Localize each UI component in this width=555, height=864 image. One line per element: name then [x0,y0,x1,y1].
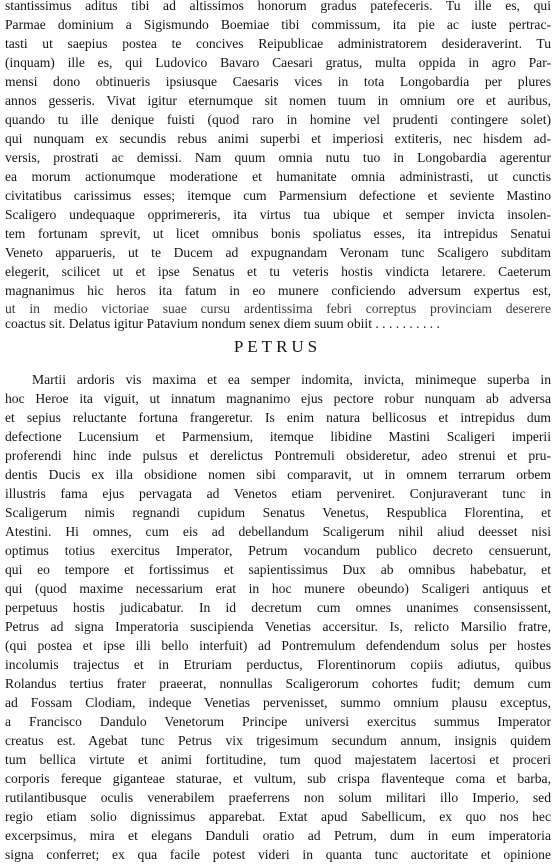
text-line: signa conferret; ex qua facile potest videri in quanta tunc auctoritate et opinione [5,847,551,862]
text-line: Petrus ad signa Imperatoria suscipienda Venetias accersitur. Is, relicto Marsilio fratre, [5,619,551,634]
text-line: tem fortunam sprevit, ut licet omnibus bonis spoliatus esses, ita intrepidus Senatui [5,226,551,241]
text-line: civitatibus carissimus esses; itemque cum Parmensium defectione et seviente Mastino [5,188,551,203]
text-line: versis, prostrati ac demissi. Nam quum omnia nutu tuo in Longobardia agerentur [5,150,551,165]
text-line: coactus sit. Delatus igitur Patavium nondum senex diem suum obiit . . . . . . . . . . [5,316,440,331]
text-line: regio etiam solio dignissimus apparebat. Extat apud Sabellicum, ex quo nos hec [5,809,551,824]
text-line: Parmae dominium a Sigismundo Boemiae tibi commissum, ita pie ac iuste pertrac- [5,17,551,32]
text-line: magnanimus hic heros ita fatum in eo munere conficiendo adversum expertus est, [5,283,551,298]
text-line: ad Fossam Clodiam, indeque Venetias pervenisset, summo omnium plausu exceptus, [5,695,551,710]
text-line: Veneto apparueris, ut te Ducem ad expugnandam Veronam tunc Scaligero subditam [5,245,551,260]
text-line: a Francisco Dandulo Venetorum Principe universi exercitus summus Imperator [5,714,551,729]
text-line: optimus totius exercitus Imperator, Petrum vocandum publico decreto censuerunt, [5,543,551,558]
text-line: corporis fereque giganteae staturae, et vultum, sub crispa flaventeque coma et barba, [5,771,551,786]
text-line: qui (quod maxime necessarium erat in hoc munere obeundo) Scaligeri antiquus et [5,581,551,596]
text-line: ea morum actionumque moderatione et humanitate omnia administrasti, ut cunctis [5,169,551,184]
text-line: (qui postea et ipse illi bello interfuit) ad Pontremulum defendendum solus per hostes [5,638,551,653]
text-line: quando tu ille denique fuisti (quod raro in homine vel prudenti contingere solet) [5,112,551,127]
text-line: rutilantibusque oculis venerabilem praeferrens non solum militari illo Imperio, sed [5,790,551,805]
text-line: qui nunquam ex secundis rebus animi superbi et imperiosi extiteris, nec hisdem ad- [5,131,551,146]
text-line: dentis Ducis ex illa obsidione nomen sibi comparavit, ut in omnem terrarum orbem [5,467,551,482]
text-line: Atestini. Hi omnes, cum eis ad debellandum Scaligerum nihil aliud deesset nisi [5,524,551,539]
text-line: Rolandus tertius frater praeerat, nonnullas Scaligerorum cohortes fudit; demum cum [5,676,551,691]
text-line: et sepius reluctante fortuna frangeretur. Is enim natura bellicosus et intrepidus dum [5,410,551,425]
text-line: (inquam) ille es, qui Ludovico Bavaro Caesari gratus, multa oppida in agro Par- [5,55,551,70]
text-line: tasti ut saepius postea te concives Reipublicae administratorem desideraverint. Tu [5,36,551,51]
text-line: excerpsimus, mira et elegans Danduli oratio ad Petrum, dum in eum imperatoria [5,828,551,843]
text-line: perpetuus hostis judicabatur. In id decretum cum omnes unanimes consensissent, [5,600,551,615]
text-line: elegerit, scilicet ut et ipse Senatus et tu veteris hostis vindicta letarere. Caeterum [5,264,551,279]
text-line: Scaligerum nimis regnandi cupidum Senatus Venetus, Respublica Florentina, et [5,505,551,520]
text-line: creatus est. Agebat tunc Petrus vix trigesimum secundum annum, insignis quidem [5,733,551,748]
text-line: illustris fama ejus pervagata ad Venetos etiam perveniret. Conjuraverant tunc in [5,486,551,501]
text-line: ut in medio victoriae suae cursu ardentissima febri correptus provinciam deserere [5,301,551,316]
text-line: Scaligero undequaque opprimereris, ita virtus tua ubique et semper invicta insolen- [5,207,551,222]
text-line: qui eo tempore et fortissimus et sapientissimus Dux ab omnibus habebatur, et [5,562,551,577]
text-line: proferendi hinc inde pulsus et derelictus Pontremuli obsideretur, adeo strenui et pru- [5,448,551,463]
text-line: incolumis trajectus et in Etruriam perductus, Florentinorum copiis adiutus, quibus [5,657,551,672]
text-line: Martii ardoris vis maxima et ea semper indomita, invicta, minimeque superba in [32,372,551,387]
text-line: hoc Heroe ita viguit, ut innatum magnanimo ejus pectore robur nunquam ab adversa [5,391,551,406]
text-line: tum bellica virtute et animi fortitudine, tum quod majestatem lacertosi et proceri [5,752,551,767]
text-line: stantissimus aditus tibi ad altissimos honorum gradus patefeceris. Tu ille es, qui [5,0,551,13]
section-heading: PETRUS [233,337,322,356]
text-line: annos gesseris. Vivat igitur eternumque sit nomen tuum in omnium ore et auribus, [5,93,551,108]
text-line: mensi dono obtinueris ipsiusque Caesaris vices in tota Longobardia per plures [5,74,551,89]
text-line: defectione Lucensium et Parmensium, itemque libidine Mastini Scaligeri imperii [5,429,551,444]
